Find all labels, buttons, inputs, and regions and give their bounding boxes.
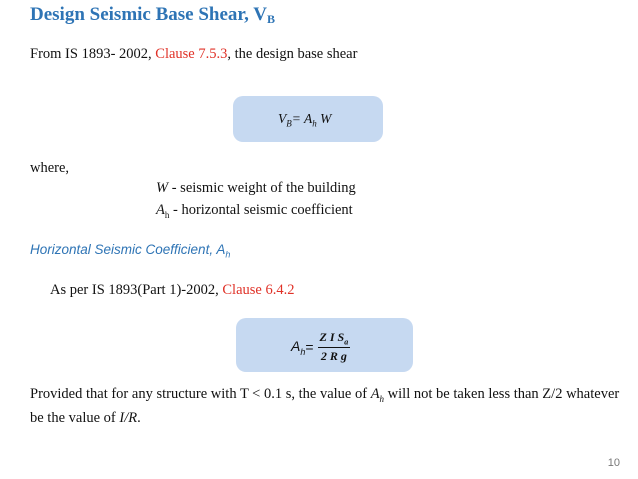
section-subtitle: Horizontal Seismic Coefficient, $A_h$ [30,242,231,260]
coefficient-equation: $A_h$ = $\frac{Z I S_a}{\text{2 R g}}$ [291,330,349,364]
definition-ah: $A_h$ - horizontal seismic coefficient [156,202,353,220]
intro-line: From IS 1893- 2002, Clause 7.5.3, the design base shear [30,46,358,62]
clause-reference: Clause 6.4.2 [222,282,295,298]
reference-line: As per IS 1893(Part 1)-2002, Clause 6.4.2 [50,282,295,298]
fraction-denominator: 2 R g [320,349,347,364]
fraction [318,330,351,364]
base-shear-equation: $V_B= A_h$ W [278,111,332,129]
coefficient-equation-box [236,318,413,372]
clause-reference: Clause 7.5.3 [155,46,228,62]
condition-paragraph: Provided that for any structure with T < 0.1 s, the value of $A_h$ will not be taken less than Z/2 whatever be the value of I/R. [30,386,620,426]
where-label: where, [30,160,70,176]
slide-title: Design Seismic Base Shear, $V_B$ [30,4,276,26]
page-number: 10 [607,457,620,469]
fraction-numerator: Z I $S_a$ [319,330,349,347]
base-shear-equation-box [233,96,383,142]
definition-w: W - seismic weight of the building [156,180,356,196]
